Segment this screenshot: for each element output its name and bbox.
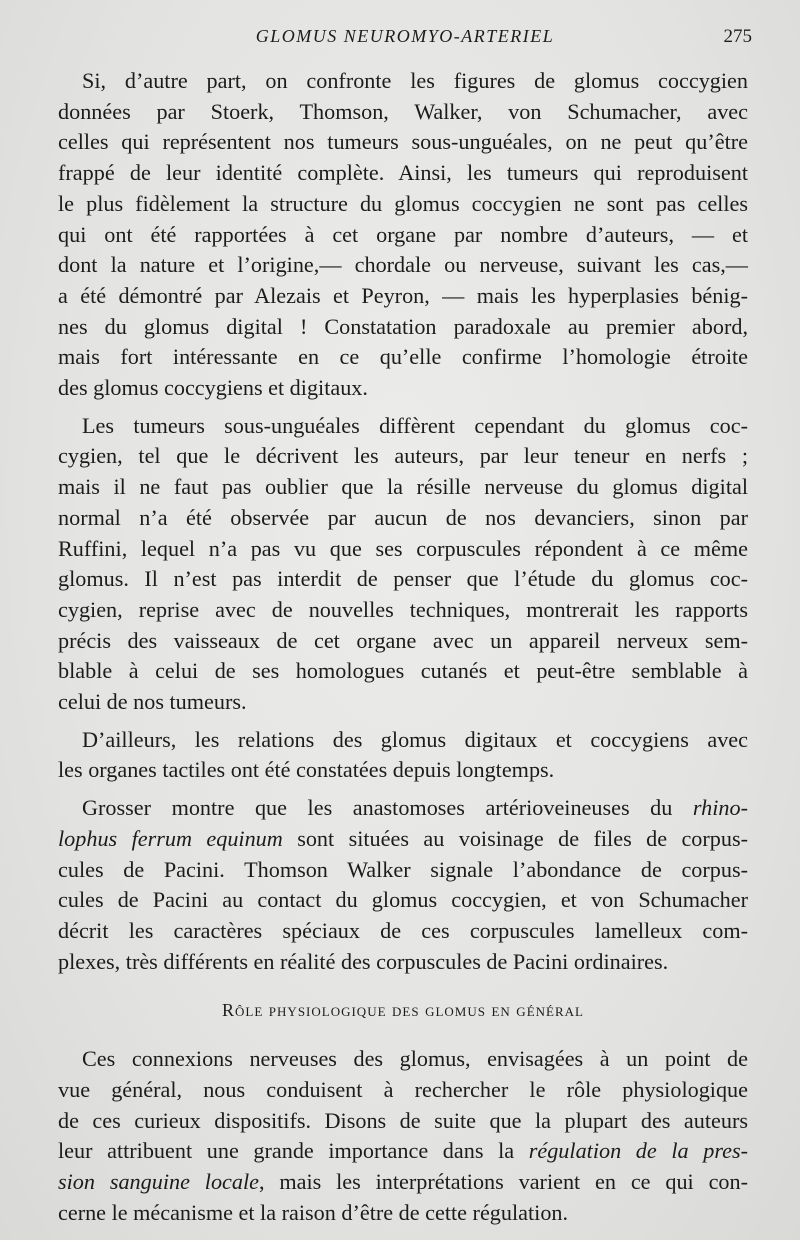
body-text <box>58 66 748 1235</box>
text-line: le plus fidèlement la structure du glomus coccygien ne sont pas celles <box>58 190 748 216</box>
text-line: cules de Pacini. Thomson Walker signale l’abondance de corpus- <box>58 856 748 882</box>
text-line: cygien, reprise avec de nouvelles techniques, montrerait les rapports <box>58 596 748 622</box>
text-line: mais fort intéressante en ce qu’elle confirme l’homologie étroite <box>58 344 748 370</box>
text-line: D’ailleurs, les relations des glomus digitaux et coccygiens avec <box>82 726 748 752</box>
text-line: frappé de leur identité complète. Ainsi, les tumeurs qui reproduisent <box>58 160 748 186</box>
text-line: qui ont été rapportées à cet organe par nombre d’auteurs, — et <box>58 221 748 247</box>
text-line: celui de nos tumeurs. <box>58 689 247 715</box>
text-line: vue général, nous conduisent à rechercher le rôle physiologique <box>58 1076 748 1102</box>
paragraph-4 <box>58 793 748 977</box>
text-line <box>58 824 748 855</box>
text-line: celles qui représentent nos tumeurs sous-unguéales, on ne peut qu’être <box>58 129 748 155</box>
running-title: GLOMUS NEUROMYO-ARTERIEL <box>255 26 555 46</box>
paragraph-2 <box>58 411 748 718</box>
text-run: Grosser montre que les anastomoses artérioveineuses du <box>82 795 673 821</box>
italic-run: rhino- <box>692 795 748 821</box>
text-line: cules de Pacini au contact du glomus coccygien, et von Schumacher <box>58 887 748 913</box>
page-number: 275 <box>723 26 752 47</box>
text-line: Les tumeurs sous-unguéales diffèrent cependant du glomus coc- <box>82 412 748 438</box>
text-line: nes du glomus digital ! Constatation paradoxale au premier abord, <box>58 313 748 339</box>
italic-run: sion sanguine locale <box>58 1168 259 1194</box>
text-line <box>58 793 748 824</box>
text-line: Si, d’autre part, on confronte les figures de glomus coccygien <box>82 68 748 93</box>
text-line: mais il ne faut pas oublier que la résille nerveuse du glomus digital <box>58 474 748 500</box>
text-run: , mais les interprétations varient en ce qui con- <box>259 1168 748 1194</box>
text-line: des glomus coccygiens et digitaux. <box>58 375 368 401</box>
text-line: décrit les caractères spéciaux de ces corpuscules lamelleux com- <box>58 917 748 943</box>
paragraph-5 <box>58 1044 748 1228</box>
text-line: glomus. Il n’est pas interdit de penser que l’étude du glomus coc- <box>58 566 748 592</box>
italic-run: régulation de la pres- <box>528 1138 749 1164</box>
text-line: cerne le mécanisme et la raison d’être de cette régulation. <box>58 1199 569 1225</box>
text-run: leur attribuent une grande importance dans la <box>58 1138 529 1164</box>
text-line: précis des vaisseaux de cet organe avec un appareil nerveux sem- <box>58 627 748 653</box>
text-line: de ces curieux dispositifs. Disons de suite que la plupart des auteurs <box>58 1107 748 1133</box>
paragraph-3 <box>58 725 748 786</box>
text-line: normal n’a été observée par aucun de nos devanciers, sinon par <box>58 504 748 530</box>
text-line: les organes tactiles ont été constatées depuis longtemps. <box>58 757 555 783</box>
text-line: blable à celui de ses homologues cutanés et peut-être semblable à <box>58 658 748 684</box>
running-head <box>58 26 752 56</box>
paragraph-1 <box>58 66 748 404</box>
text-line: Ces connexions nerveuses des glomus, envisagées à un point de <box>82 1046 748 1072</box>
text-line: dont la nature et l’origine,— chordale ou nerveuse, suivant les cas,— <box>58 252 748 278</box>
text-run: sont situées au voisinage de files de corpus- <box>282 825 748 851</box>
section-heading: Rôle physiologique des glomus en général <box>222 1000 584 1021</box>
text-line: données par Stoerk, Thomson, Walker, von Schumacher, avec <box>58 98 748 124</box>
text-line <box>58 1136 748 1167</box>
text-line: plexes, très différents en réalité des corpuscules de Pacini ordinaires. <box>58 948 669 974</box>
text-line: cygien, tel que le décrivent les auteurs, par leur teneur en nerfs ; <box>58 443 748 469</box>
italic-run: lophus ferrum equinum <box>58 825 283 851</box>
text-line: a été démontré par Alezais et Peyron, — mais les hyperplasies bénig- <box>58 282 748 308</box>
text-line <box>58 1167 748 1198</box>
text-line: Ruffini, lequel n’a pas vu que ses corpuscules répondent à ce même <box>58 535 748 561</box>
